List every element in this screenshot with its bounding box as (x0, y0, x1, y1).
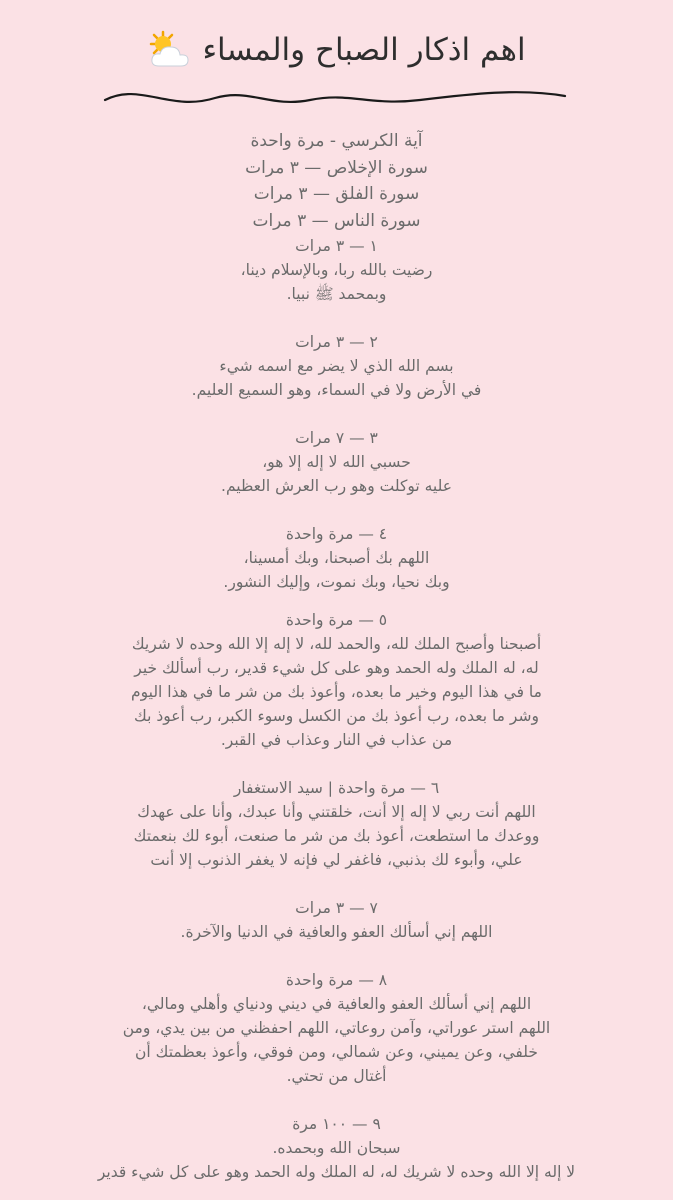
sun-behind-cloud-icon (147, 30, 191, 70)
section-line: أغتال من تحتي. (286, 1067, 387, 1085)
section-line: من عذاب في النار وعذاب في القبر. (220, 731, 453, 749)
dhikr-section-5 (40, 608, 633, 752)
section-line: بسم الله الذي لا يضر مع اسمه شيء (219, 357, 454, 375)
section-line: وبمحمد ﷺ نبيا. (286, 285, 387, 303)
section-heading: ٤ — مرة واحدة (285, 525, 388, 543)
section-heading: ٩ — ١٠٠ مرة (292, 1115, 381, 1133)
intro-line: آية الكرسي - مرة واحدة (250, 131, 423, 151)
intro-line: سورة الإخلاص — ٣ مرات (245, 157, 428, 178)
divider-swoosh (100, 78, 570, 118)
dhikr-section-9 (40, 1112, 633, 1184)
section-line: في الأرض ولا في السماء، وهو السميع العليم. (191, 381, 482, 399)
section-line: وبك نحيا، وبك نموت، وإليك النشور. (223, 573, 450, 591)
intro-line: سورة الفلق — ٣ مرات (253, 184, 420, 204)
dhikr-section-3 (40, 426, 633, 498)
section-line: لا إله إلا الله وحده لا شريك له، له الملك وله الحمد وهو على كل شيء قدير (97, 1163, 576, 1181)
dhikr-section-2 (40, 330, 633, 402)
section-heading: ٥ — مرة واحدة (285, 611, 388, 629)
section-line: له، له الملك وله الحمد وهو على كل شيء قدير، رب أسألك خير (134, 659, 539, 677)
page-title: اهم اذكار الصباح والمساء (202, 32, 526, 68)
section-line: حسبي الله لا إله إلا هو، (262, 453, 411, 471)
section-line: اللهم استر عوراتي، وآمن روعاتي، اللهم احفظني من بين يدي، ومن (122, 1019, 551, 1037)
section-heading: ٦ — مرة واحدة | سيد الاستغفار (233, 779, 440, 797)
section-line: خلفي، وعن يميني، وعن شمالي، ومن فوقي، وأعوذ بعظمتك أن (135, 1043, 538, 1061)
section-line: اللهم أنت ربي لا إله إلا أنت، خلقتني وأنا عبدك، وأنا على عهدك (137, 803, 536, 821)
dhikr-section-1 (40, 234, 633, 306)
dhikr-section-4 (40, 522, 633, 594)
section-line: ما في هذا اليوم وخير ما بعده، وأعوذ بك من شر ما في هذا اليوم (131, 683, 542, 701)
dhikr-section-6 (40, 776, 633, 872)
title-row (0, 30, 673, 70)
adhkar-content (40, 128, 633, 1184)
section-line: اللهم بك أصبحنا، وبك أمسينا، (243, 549, 430, 567)
dhikr-section-7 (40, 896, 633, 944)
section-heading: ٢ — ٣ مرات (295, 333, 378, 351)
dhikr-section-8 (40, 968, 633, 1088)
section-line: وشر ما بعده، رب أعوذ بك من الكسل وسوء الكبر، رب أعوذ بك (134, 707, 539, 725)
section-heading: ٣ — ٧ مرات (295, 429, 378, 447)
section-line: اللهم إني أسألك العفو والعافية في الدنيا والآخرة. (180, 923, 493, 941)
section-line: أصبحنا وأصبح الملك لله، والحمد لله، لا إله إلا الله وحده لا شريك (131, 635, 542, 653)
section-line: رضيت بالله ربا، وبالإسلام دينا، (240, 261, 433, 279)
section-heading: ١ — ٣ مرات (295, 237, 378, 255)
section-heading: ٧ — ٣ مرات (295, 899, 378, 917)
section-heading: ٨ — مرة واحدة (285, 971, 388, 989)
section-line: ووعدك ما استطعت، أعوذ بك من شر ما صنعت، أبوء لك بنعمتك (133, 827, 540, 845)
section-line: علي، وأبوء لك بذنبي، فاغفر لي فإنه لا يغفر الذنوب إلا أنت (150, 851, 523, 869)
section-line: اللهم إني أسألك العفو والعافية في ديني ودنياي وأهلي ومالي، (141, 995, 532, 1013)
intro-line: سورة الناس — ٣ مرات (252, 210, 421, 231)
section-line: سبحان الله وبحمده. (272, 1139, 401, 1157)
section-line: عليه توكلت وهو رب العرش العظيم. (221, 477, 452, 495)
